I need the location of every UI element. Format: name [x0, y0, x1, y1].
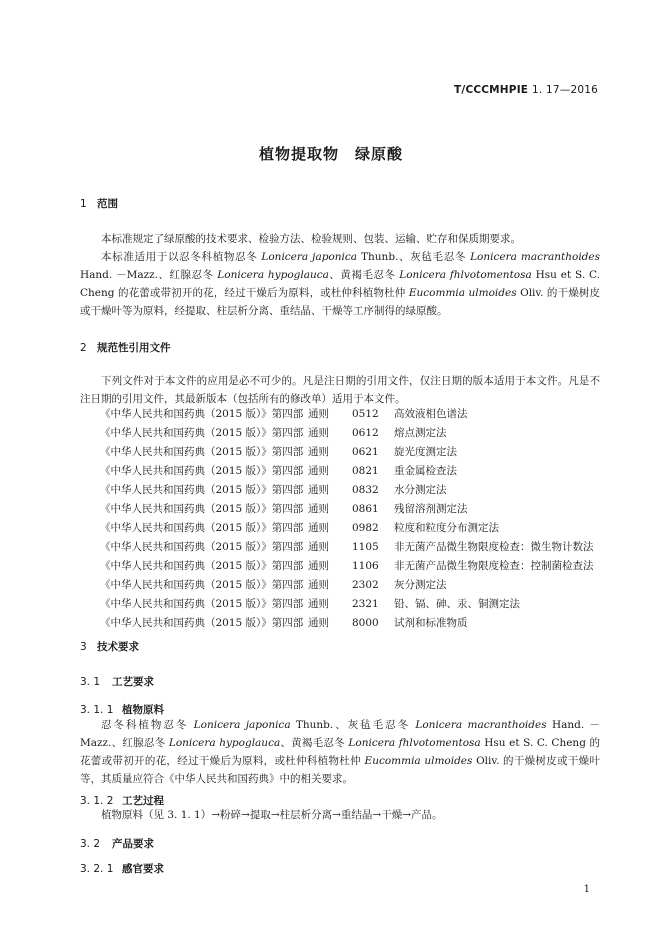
reference-code: 1106 [352, 559, 379, 572]
reference-row [100, 404, 594, 423]
reference-book: 《中华人民共和国药典（2015 版）》第四部 [100, 560, 304, 572]
species-name: Lonicera macranthoides [470, 251, 600, 263]
species-name: Lonicera fhlvotomentosa [399, 269, 532, 281]
section-title: 规范性引用文件 [97, 342, 171, 354]
reference-book: 《中华人民共和国药典（2015 版）》第四部 [100, 484, 304, 496]
reference-kind: 通则 [308, 541, 329, 553]
reference-name: 高效液相色谱法 [394, 408, 468, 420]
section-2-heading [80, 340, 171, 355]
reference-code: 2321 [352, 597, 379, 610]
text-run: Hand. －Mazz.、红腺忍冬 [80, 719, 600, 749]
text-run: 本标准适用于以忍冬科植物忍冬 [101, 251, 262, 263]
reference-kind: 通则 [308, 427, 329, 439]
reference-kind: 通则 [308, 579, 329, 591]
species-name: Lonicera hypoglauca [168, 737, 281, 749]
text-run: 、黄褐毛忍冬 [328, 269, 400, 281]
reference-kind: 通则 [308, 598, 329, 610]
section-2-body [80, 372, 600, 408]
reference-book: 《中华人民共和国药典（2015 版）》第四部 [100, 446, 304, 458]
reference-row [100, 480, 594, 499]
reference-book: 《中华人民共和国药典（2015 版）》第四部 [100, 427, 304, 439]
reference-name: 水分测定法 [394, 484, 447, 496]
text-run: 忍冬科植物忍冬 [101, 719, 194, 731]
reference-kind: 通则 [308, 484, 329, 496]
reference-name: 非无菌产品微生物限度检查：控制菌检查法 [394, 560, 594, 572]
reference-code: 2302 [352, 578, 379, 591]
reference-code: 0512 [352, 407, 379, 420]
reference-row [100, 518, 594, 537]
reference-list [100, 404, 594, 632]
section-title: 工艺过程 [122, 795, 164, 807]
species-name: Lonicera japonica [261, 251, 358, 263]
scope-paragraph-1: 本标准规定了绿原酸的技术要求、检验方法、检验规则、包装、运输、贮存和保质期要求。 [101, 233, 521, 245]
species-name: Eucommia ulmoides [364, 755, 473, 767]
section-number: 1 [80, 198, 87, 210]
text-run: Hsu et S. C. Cheng 的花蕾或带初开的花，经过干燥后为原料，或杜仲科植物杜仲 [80, 737, 600, 767]
section-number: 3. 2. 1 [80, 863, 114, 875]
reference-kind: 通则 [308, 522, 329, 534]
reference-name: 熔点测定法 [394, 427, 447, 439]
reference-row [100, 442, 594, 461]
reference-row [100, 537, 594, 556]
species-name: Lonicera macranthoides [415, 719, 547, 731]
species-name: Lonicera fhlvotomentosa [348, 737, 481, 749]
section-3-2-heading [80, 836, 154, 851]
section-3-1-1-body [80, 716, 600, 788]
scope-paragraph-2 [80, 248, 600, 320]
section-number: 3. 2 [80, 838, 101, 850]
text-run: Oliv. 的干燥树皮或干燥叶等为原料，经提取、柱层析分离、重结晶、干燥等工序制得的绿原酸。 [80, 287, 600, 317]
section-title: 产品要求 [112, 838, 154, 850]
section-3-1-heading [80, 674, 154, 689]
reference-name: 残留溶剂测定法 [394, 503, 468, 515]
reference-name: 试剂和标准物质 [394, 617, 468, 629]
section-number: 3 [80, 641, 87, 653]
reference-name: 旋光度测定法 [394, 446, 457, 458]
raw-material-paragraph [80, 716, 600, 788]
text-run: Thunb.、灰毡毛忍冬 [290, 719, 416, 731]
reference-row [100, 613, 594, 632]
reference-kind: 通则 [308, 560, 329, 572]
reference-row [100, 594, 594, 613]
section-1-heading [80, 196, 118, 211]
reference-kind: 通则 [308, 465, 329, 477]
text-run: Thunb.、灰毡毛忍冬 [357, 251, 471, 263]
reference-row [100, 499, 594, 518]
reference-book: 《中华人民共和国药典（2015 版）》第四部 [100, 408, 304, 420]
section-number: 3. 1. 2 [80, 795, 114, 807]
section-3-1-1-heading [80, 702, 164, 717]
section-1-body [80, 230, 600, 320]
species-name: Eucommia ulmoides [408, 287, 517, 299]
text-run: Hsu et S. C. Cheng 的花蕾或带初开的花，经过干燥后为原料，或杜仲科植物杜仲 [80, 269, 600, 299]
section-number: 3. 1. 1 [80, 704, 114, 716]
page-number: 1 [583, 884, 590, 895]
section-3-1-2-body [80, 806, 600, 824]
reference-code: 0832 [352, 483, 379, 496]
reference-code: 0821 [352, 464, 379, 477]
reference-book: 《中华人民共和国药典（2015 版）》第四部 [100, 503, 304, 515]
reference-kind: 通则 [308, 446, 329, 458]
reference-book: 《中华人民共和国药典（2015 版）》第四部 [100, 522, 304, 534]
reference-code: 8000 [352, 616, 379, 629]
section-title: 感官要求 [122, 863, 164, 875]
section-title: 范围 [97, 198, 118, 210]
reference-book: 《中华人民共和国药典（2015 版）》第四部 [100, 598, 304, 610]
reference-kind: 通则 [308, 617, 329, 629]
section-title: 技术要求 [97, 641, 139, 653]
species-name: Lonicera hypoglauca [217, 269, 329, 281]
reference-row [100, 575, 594, 594]
document-title: 植物提取物 绿原酸 [258, 145, 403, 163]
reference-name: 非无菌产品微生物限度检查：微生物计数法 [394, 541, 594, 553]
reference-book: 《中华人民共和国药典（2015 版）》第四部 [100, 579, 304, 591]
species-name: Lonicera japonica [193, 719, 291, 731]
reference-kind: 通则 [308, 408, 329, 420]
normative-references-intro: 下列文件对于本文件的应用是必不可少的。凡是注日期的引用文件，仅注日期的版本适用于本文件。凡是不注日期的引用文件，其最新版本（包括所有的修改单）适用于本文件。 [80, 375, 600, 405]
section-3-heading [80, 639, 139, 654]
reference-book: 《中华人民共和国药典（2015 版）》第四部 [100, 541, 304, 553]
section-title: 植物原料 [122, 704, 164, 716]
reference-book: 《中华人民共和国药典（2015 版）》第四部 [100, 465, 304, 477]
reference-code: 0982 [352, 521, 379, 534]
reference-kind: 通则 [308, 503, 329, 515]
reference-code: 1105 [352, 540, 379, 553]
reference-name: 铅、镉、砷、汞、铜测定法 [394, 598, 520, 610]
text-run: Oliv. 的干燥树皮或干燥叶等，其质量应符合《中华人民共和国药典》中的相关要求。 [80, 755, 600, 785]
reference-book: 《中华人民共和国药典（2015 版）》第四部 [100, 617, 304, 629]
reference-code: 0612 [352, 426, 379, 439]
section-title: 工艺要求 [112, 676, 154, 688]
reference-name: 粒度和粒度分布测定法 [394, 522, 499, 534]
process-paragraph: 植物原料（见 3. 1. 1）→粉碎→提取→柱层析分离→重结晶→干燥→产品。 [101, 809, 443, 821]
standard-code-number: 1. 17—2016 [532, 84, 598, 96]
text-run: Hand. －Mazz.、红腺忍冬 [80, 269, 218, 281]
section-number: 2 [80, 342, 87, 354]
standard-code-prefix: T/CCCMHPIE [454, 84, 529, 96]
reference-row [100, 556, 594, 575]
standard-code [454, 84, 598, 96]
reference-name: 灰分测定法 [394, 579, 447, 591]
reference-code: 0861 [352, 502, 379, 515]
section-3-2-1-heading [80, 861, 164, 876]
reference-name: 重金属检查法 [394, 465, 457, 477]
reference-row [100, 423, 594, 442]
reference-row [100, 461, 594, 480]
reference-code: 0621 [352, 445, 379, 458]
text-run: 、黄褐毛忍冬 [280, 737, 349, 749]
section-number: 3. 1 [80, 676, 101, 688]
